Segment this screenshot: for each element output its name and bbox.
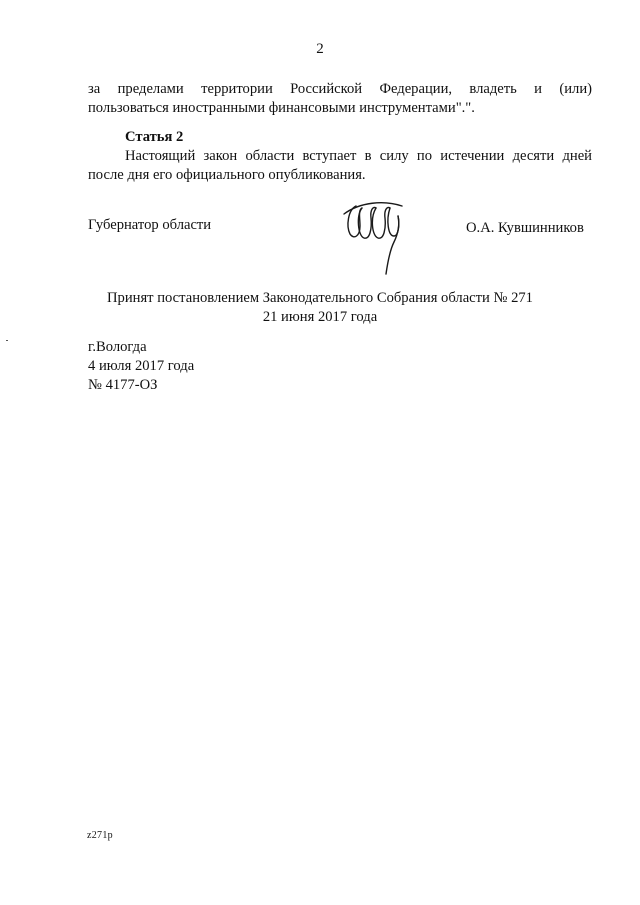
footer-code: z271p [87,830,113,841]
article1-tail-line1: за пределами территории Российской Федерации, владеть и (или) [88,81,592,97]
article2-line2: после дня его официального опубликования. [88,167,366,183]
law-date: 4 июля 2017 года [88,358,195,374]
article2-heading: Статья 2 [125,129,184,145]
signature-name: О.А. Кувшинников [466,220,584,236]
adoption-line2: 21 июня 2017 года [262,309,378,325]
article2-line1: Настоящий закон области вступает в силу по истечении десяти дней [125,148,592,164]
handwritten-signature [340,196,410,292]
margin-mark [6,340,8,341]
page-number: 2 [316,41,324,57]
article1-tail-line2: пользоваться иностранными финансовыми инструментами".". [88,100,475,116]
law-number: № 4177-ОЗ [88,377,158,393]
city: г.Вологда [88,339,147,355]
adoption-line1: Принят постановлением Законодательного Собрания области № 271 [107,290,533,306]
signature-title: Губернатор области [88,217,212,233]
